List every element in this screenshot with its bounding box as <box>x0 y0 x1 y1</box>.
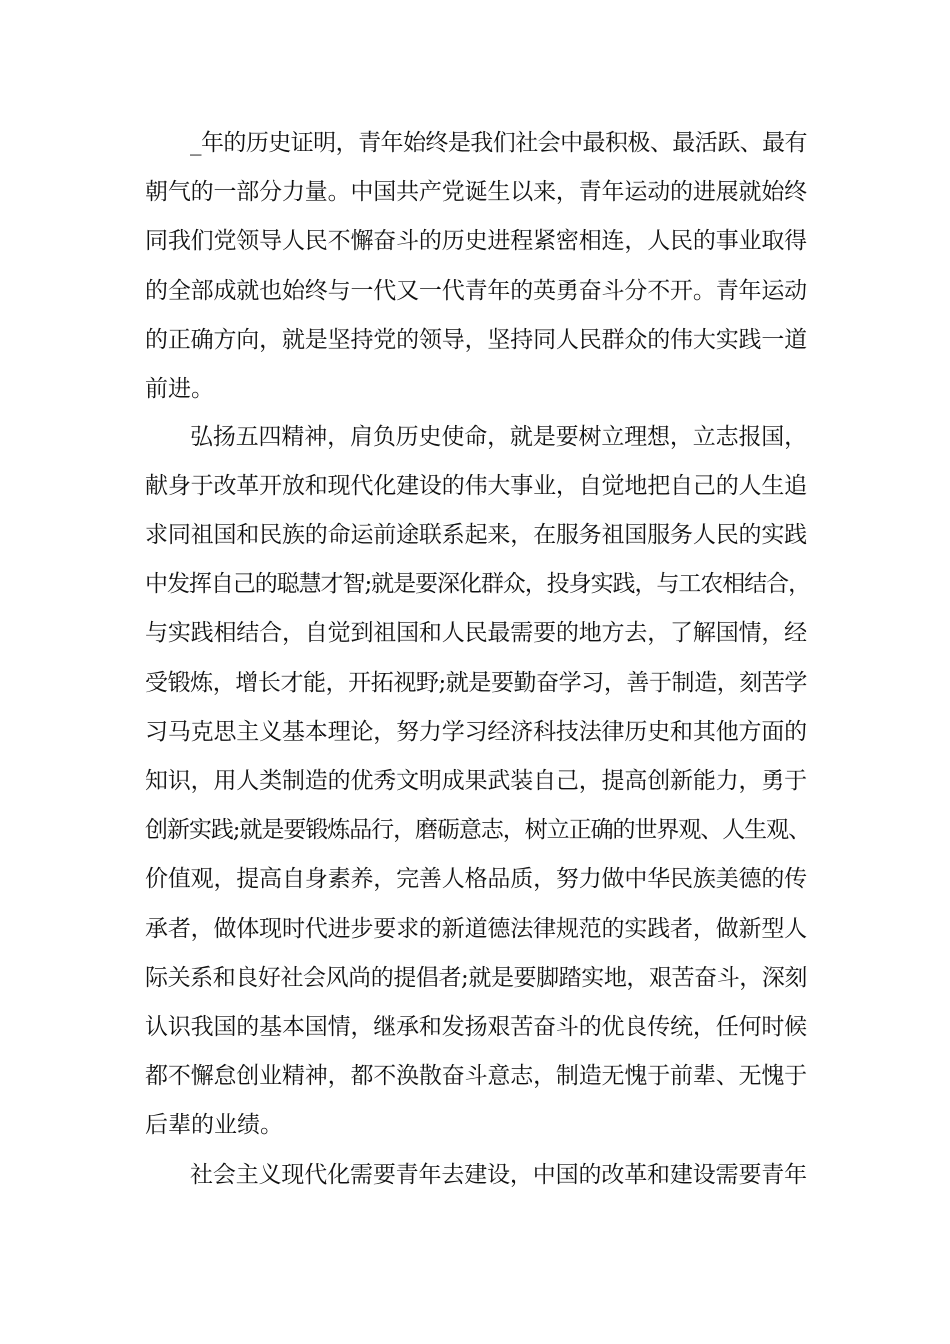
text-line: 都不懈怠创业精神，都不涣散奋斗意志，制造无愧于前辈、无愧于 <box>145 1063 808 1089</box>
text-line: _年的历史证明，青年始终是我们社会中最积极、最活跃、最有 <box>190 130 807 156</box>
text-line: 同我们党领导人民不懈奋斗的历史进程紧密相连，人民的事业取得 <box>145 228 808 254</box>
text-line: 的正确方向，就是坚持党的领导，坚持同人民群众的伟大实践一道 <box>145 327 808 353</box>
text-line: 习马克思主义基本理论，努力学习经济科技法律历史和其他方面的 <box>145 719 808 745</box>
text-line: 知识，用人类制造的优秀文明成果武装自己，提高创新能力，勇于 <box>145 768 808 794</box>
text-line: 朝气的一部分力量。中国共产党诞生以来，青年运动的进展就始终 <box>145 179 808 205</box>
text-line: 受锻炼，增长才能，开拓视野;就是要勤奋学习，善于制造，刻苦学 <box>145 670 807 696</box>
text-line: 创新实践;就是要锻炼品行，磨砺意志，树立正确的世界观、人生观、 <box>145 817 811 843</box>
text-line: 求同祖国和民族的命运前途联系起来，在服务祖国服务人民的实践 <box>145 522 808 548</box>
text-line: 承者，做体现时代进步要求的新道德法律规范的实践者，做新型人 <box>145 916 808 942</box>
text-line: 的全部成就也始终与一代又一代青年的英勇奋斗分不开。青年运动 <box>145 278 808 304</box>
text-line: 际关系和良好社会风尚的提倡者;就是要脚踏实地，艰苦奋斗，深刻 <box>145 965 807 991</box>
text-line: 价值观，提高自身素养，完善人格品质，努力做中华民族美德的传 <box>145 866 808 892</box>
text-line: 后辈的业绩。 <box>145 1112 283 1138</box>
text-line: 弘扬五四精神，肩负历史使命，就是要树立理想，立志报国， <box>190 424 808 450</box>
text-line: 认识我国的基本国情，继承和发扬艰苦奋斗的优良传统，任何时候 <box>145 1014 808 1040</box>
text-line: 献身于改革开放和现代化建设的伟大事业，自觉地把自己的人生追 <box>145 473 808 499</box>
text-line: 社会主义现代化需要青年去建设，中国的改革和建设需要青年 <box>190 1162 808 1188</box>
text-line: 中发挥自己的聪慧才智;就是要深化群众，投身实践，与工农相结合， <box>145 571 811 597</box>
text-line: 前进。 <box>145 376 214 402</box>
text-line: 与实践相结合，自觉到祖国和人民最需要的地方去，了解国情，经 <box>145 620 808 646</box>
